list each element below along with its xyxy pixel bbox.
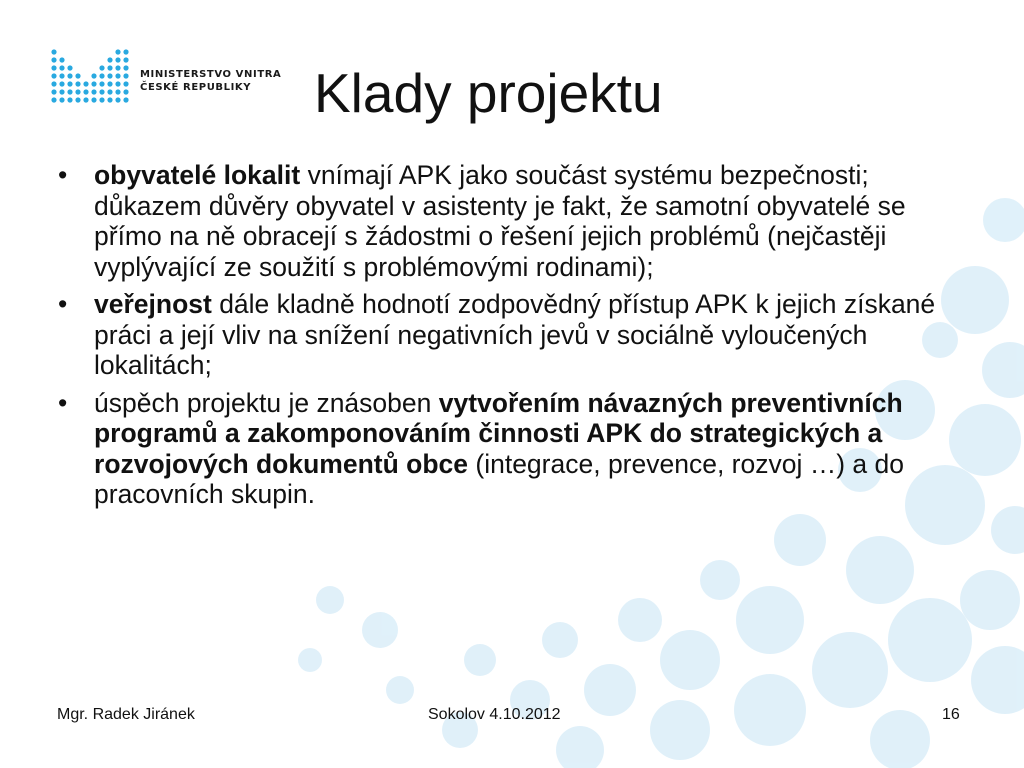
bullet-2-text: dále kladně hodnotí zodpovědný přístup APK k jejich získané práci a její vliv na snížení negativních jevů v sociálně vyloučených lokalitách; bbox=[94, 289, 936, 380]
bullet-item-1 bbox=[58, 160, 963, 282]
bullet-3-text-tail: (integrace, prevence, rozvoj …) a do pracovních skupin. bbox=[94, 448, 904, 509]
bullet-marker: • bbox=[58, 289, 68, 319]
footer-page-number: 16 bbox=[942, 706, 960, 723]
bullet-1-bold-lead: obyvatelé lokalit bbox=[94, 160, 301, 190]
bullet-1-text: vnímají APK jako součást systému bezpečnosti; důkazem důvěry obyvatel v asistenty je fakt, že samotní obyvatelé se přímo na ně obracejí s žádostmi o řešení jejich problémů (nejčastěji vyplývající ze soužití s problémovými rodinami); bbox=[94, 160, 906, 282]
footer-author: Mgr. Radek Jiránek bbox=[57, 706, 195, 723]
bullet-3-bold-mid: vytvořením návazných preventivních programů a zakomponováním činnosti APK do strategických a rozvojových dokumentů obce bbox=[94, 387, 903, 479]
logo-line-1: MINISTERSTVO VNITRA bbox=[140, 69, 282, 80]
bullet-2-bold-lead: veřejnost bbox=[94, 289, 212, 319]
bullet-marker: • bbox=[58, 387, 68, 418]
bullet-list bbox=[58, 160, 963, 517]
footer-place-date: Sokolov 4.10.2012 bbox=[428, 706, 561, 723]
ministry-logo-text bbox=[140, 68, 281, 94]
bullet-marker: • bbox=[58, 160, 68, 190]
slide-title: Klady projektu bbox=[314, 62, 663, 124]
bullet-item-2 bbox=[58, 289, 963, 381]
ministry-logo-icon bbox=[50, 48, 134, 110]
bullet-item-3 bbox=[58, 388, 963, 510]
bullet-3-text-lead: úspěch projektu je znásoben bbox=[94, 387, 439, 418]
logo-line-2: ČESKÉ REPUBLIKY bbox=[140, 82, 252, 93]
